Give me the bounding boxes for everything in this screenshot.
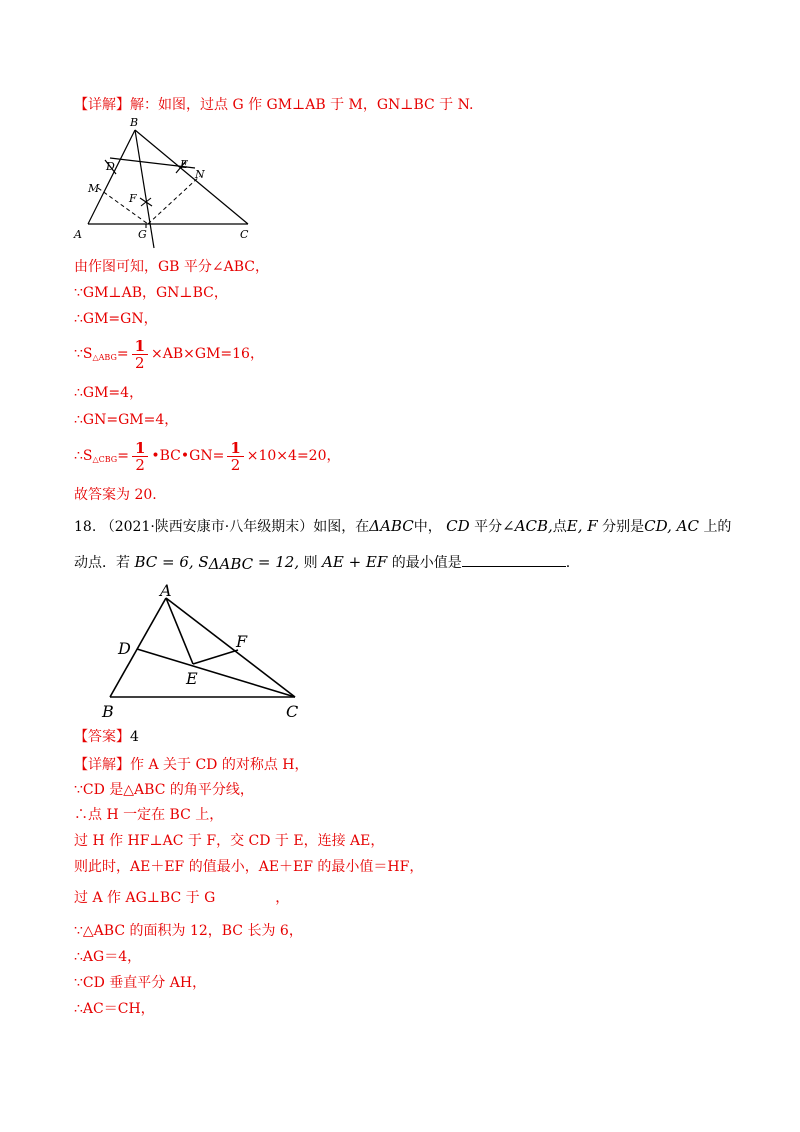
detail-line-1: 【详解】解：如图，过点 G 作 GM⊥AB 于 M，GN⊥BC 于 N. (74, 97, 474, 113)
detail-line-4: ∴GM=GN， (74, 311, 158, 327)
answer-detail-5: 则此时，AE＋EF 的值最小，AE＋EF 的最小值＝HF， (74, 859, 424, 875)
fig2-label-d: D (118, 639, 131, 658)
figure-2-geometry (96, 580, 316, 720)
answer-detail-4: 过 H 作 HF⊥AC 于 F，交 CD 于 E，连接 AE， (74, 833, 385, 849)
answer-detail-6: 过 A 作 AG⊥BC 于 G ， (74, 890, 290, 906)
fig1-label-d: D (106, 160, 115, 173)
fig1-label-g: G (138, 228, 147, 241)
fig1-label-f: F (129, 192, 137, 205)
figure-1-geometry (70, 116, 270, 252)
fig1-label-a: A (74, 228, 82, 241)
fig1-label-e: E (180, 158, 189, 171)
fig2-label-f: F (236, 632, 248, 651)
fraction-half: $\frac{1}{2}$ (132, 338, 148, 371)
fig2-label-b: B (102, 702, 114, 720)
detail-line-2: 由作图可知，GB 平分∠ABC， (74, 259, 270, 275)
detail-line-5: $\because S_{\triangle ABG}=$ $\frac{1}{2}$ ×AB×GM=16， (74, 336, 264, 372)
fraction-half: $\frac{1}{2}$ (227, 440, 243, 473)
answer-detail-2: ∵CD 是△ABC 的角平分线， (74, 782, 254, 798)
detail-line-6: ∴GM=4， (74, 385, 144, 401)
fig1-label-b: B (130, 116, 139, 129)
fig1-label-n: N (195, 168, 205, 181)
fig1-label-c: C (240, 228, 249, 241)
detail-line-8: $\therefore S_{\triangle CBG}=$ $\frac{1}{2}$ •BC•GN= $\frac{1}{2}$ ×10×4=20， (74, 438, 341, 474)
fig2-label-a: A (160, 581, 172, 600)
fig2-label-c: C (286, 702, 299, 720)
answer-detail-10: ∴AC＝CH， (74, 1001, 155, 1017)
answer-detail-7: ∵△ABC 的面积为 12，BC 长为 6， (74, 923, 303, 939)
fig2-label-e: E (186, 669, 198, 688)
detail-line-9: 故答案为 20. (74, 487, 157, 503)
answer-detail-8: ∴AG＝4， (74, 949, 142, 965)
detail-line-3: ∵GM⊥AB，GN⊥BC， (74, 285, 228, 301)
question-18-line-1: 18. （2021·陕西安康市·八年级期末）如图，在ΔABC中， CD 平分∠ACB,点E, F 分别是CD, AC 上的 (74, 517, 732, 535)
answer-line: 【答案】4 (74, 729, 139, 745)
question-18-line-2: 动点．若 BC = 6, SΔABC = 12, 则 AE + EF 的最小值是 . (74, 553, 571, 573)
answer-blank (462, 554, 566, 567)
fig1-label-m: M (88, 182, 100, 195)
answer-detail-3: ∴点 H 一定在 BC 上， (74, 807, 224, 823)
detail-line-7: ∴GN=GM=4， (74, 412, 179, 428)
answer-detail-1: 【详解】作 A 关于 CD 的对称点 H， (74, 757, 309, 773)
fraction-half: $\frac{1}{2}$ (132, 440, 148, 473)
answer-detail-9: ∵CD 垂直平分 AH， (74, 975, 207, 991)
